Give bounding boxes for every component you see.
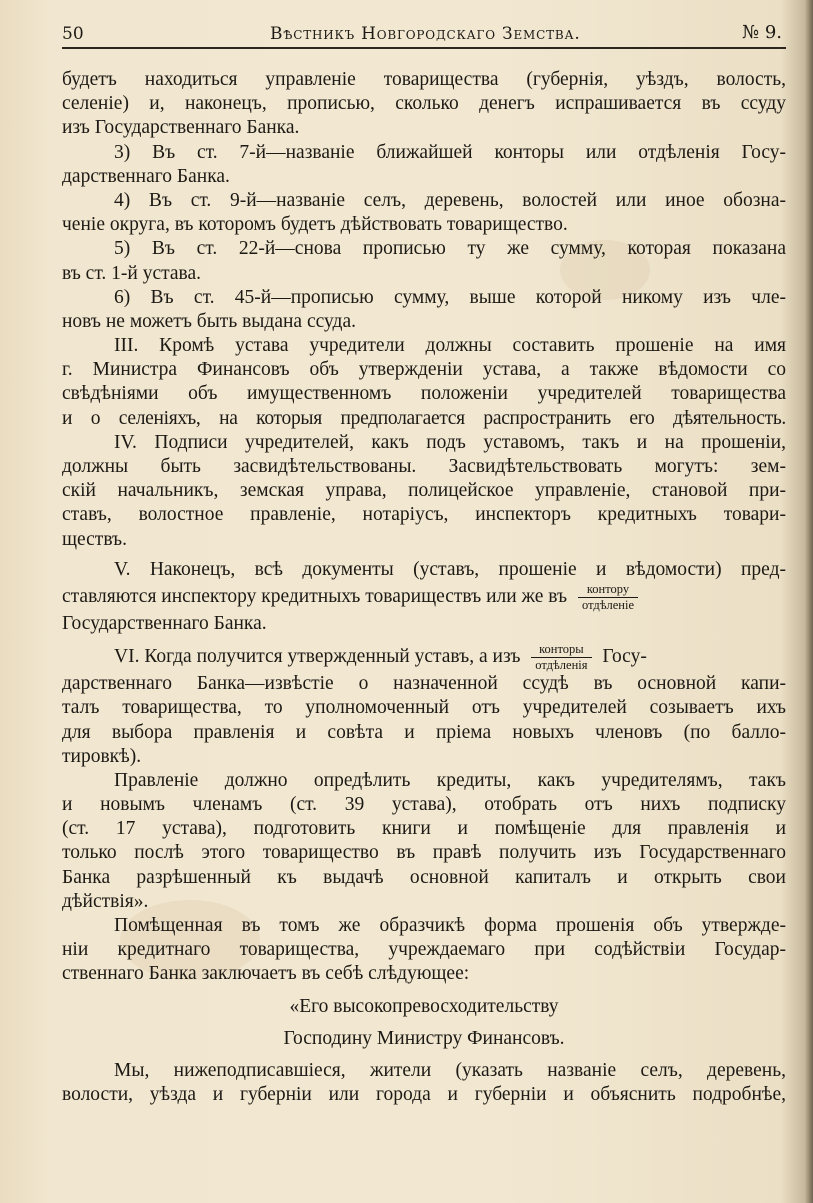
text-line: Помѣщенная въ томъ же образчикѣ форма прошенія объ утвержде- <box>114 915 786 936</box>
text-line: г. Министра Финансовъ объ утвержденіи устава, а также вѣдомости со <box>62 359 786 381</box>
text-line: волости, уѣзда и губерніи или города и губерніи и объяснить подробнѣе, <box>62 1084 786 1106</box>
text-line: свѣдѣніями объ имущественномъ положеніи учредителей товарищества <box>62 383 786 405</box>
text-line: III. Кромѣ устава учредители должны составить прошеніе на имя <box>114 335 786 357</box>
text-line: должны быть засвидѣтельствованы. Засвидѣтельствовать могутъ: зем- <box>62 456 786 477</box>
text-line: и новымъ членамъ (ст. 39 устава), отобрать отъ нихъ подписку <box>62 794 786 816</box>
fraction-numerator: конторы <box>531 643 591 658</box>
text-line: Банка разрѣшенный къ выдачѣ основной капиталъ и открыть свои <box>62 866 786 888</box>
salutation-line: «Его высокопревосходительству <box>289 995 559 1017</box>
journal-title: Вѣстникъ Новгородскаго Земства. <box>270 24 581 44</box>
text-line: селеніе) и, наконецъ, прописью, сколько денегъ испрашивается въ ссуду <box>62 93 786 115</box>
text-line: и о селеніяхъ, на которыя предполагается распространить его дѣятельность. <box>62 407 786 429</box>
text-line-with-fraction <box>62 642 786 672</box>
text-fragment: ставляются инспектору кредитныхъ товариществъ или же въ <box>62 585 568 607</box>
article-body <box>62 68 786 1107</box>
text-line: Правленіе должно опредѣлить кредиты, какъ учредителямъ, такъ <box>114 769 786 791</box>
text-line: тировкѣ). <box>62 745 142 767</box>
text-line: ставъ, волостное правленіе, нотаріусъ, инспекторъ кредитныхъ товари- <box>62 504 786 526</box>
salutation-line: Господину Министру Финансовъ. <box>283 1027 565 1049</box>
text-fragment: Госу- <box>602 646 647 668</box>
text-line: талъ товарищества, то уполномоченный отъ учредителей созываетъ ихъ <box>62 697 786 719</box>
page-edge-shadow <box>804 0 813 1203</box>
text-line: дарственнаго Банка—извѣстіе о назначенной ссудѣ въ основной капи- <box>62 673 786 695</box>
text-line: будетъ находиться управленіе товарищества (губернія, уѣздъ, волость, <box>62 69 786 90</box>
text-line: скій начальникъ, земская управа, полицейское управленіе, становой при- <box>62 480 786 502</box>
text-line-with-fraction <box>62 582 786 612</box>
text-line: въ ст. 1-й устава. <box>62 262 201 284</box>
text-line: 6) Въ ст. 45-й—прописью сумму, выше которой никому изъ чле- <box>114 286 786 308</box>
text-line: (ст. 17 устава), подготовить книги и помѣщеніе для правленія и <box>62 818 786 840</box>
fraction-numerator: контору <box>578 583 638 598</box>
text-line: Мы, нижеподписавшіеся, жители (указать названіе селъ, деревень, <box>114 1059 786 1081</box>
text-line: дарственнаго Банка. <box>62 165 230 187</box>
header-rule <box>62 47 786 49</box>
text-line: Государственнаго Банка. <box>62 612 267 634</box>
running-header <box>62 20 786 46</box>
fraction-denominator: отдѣленія <box>535 658 588 673</box>
text-line: дѣйствія». <box>62 890 149 912</box>
fraction-denominator: отдѣленіе <box>581 597 635 612</box>
text-line: ственнаго Банка заключаетъ въ себѣ слѣдующее: <box>62 963 470 985</box>
text-line: V. Наконецъ, всѣ документы (уставъ, прошеніе и вѣдомости) пред- <box>114 558 786 580</box>
text-line: для выбора правленія и совѣта и пріема новыхъ членовъ (по балло- <box>62 721 786 743</box>
text-fragment: VI. Когда получится утвержденный уставъ, а изъ <box>114 646 521 668</box>
text-line: изъ Государственнаго Банка. <box>62 117 300 139</box>
page-number: 50 <box>62 24 84 44</box>
text-line: только послѣ этого товарищество въ правѣ получить изъ Государственнаго <box>62 842 786 864</box>
issue-number: № 9. <box>742 22 782 43</box>
fraction <box>531 643 591 672</box>
fraction <box>578 583 638 612</box>
text-line: ченіе округа, въ которомъ будетъ дѣйствовать товарищество. <box>62 214 568 236</box>
text-line: новъ не можетъ быть выдана ссуда. <box>62 310 356 332</box>
text-line: 3) Въ ст. 7-й—названіе ближайшей конторы или отдѣленія Госу- <box>114 141 786 163</box>
text-line: 4) Въ ст. 9-й—названіе селъ, деревень, волостей или иное обозна- <box>114 189 786 211</box>
text-line: ществъ. <box>62 528 128 550</box>
text-line: 5) Въ ст. 22-й—снова прописью ту же сумму, которая показана <box>114 238 786 260</box>
text-line: ніи кредитнаго товарищества, учреждаемаго при содѣйствіи Государ- <box>62 939 786 961</box>
text-line: IV. Подписи учредителей, какъ подъ уставомъ, такъ и на прошеніи, <box>114 431 786 453</box>
